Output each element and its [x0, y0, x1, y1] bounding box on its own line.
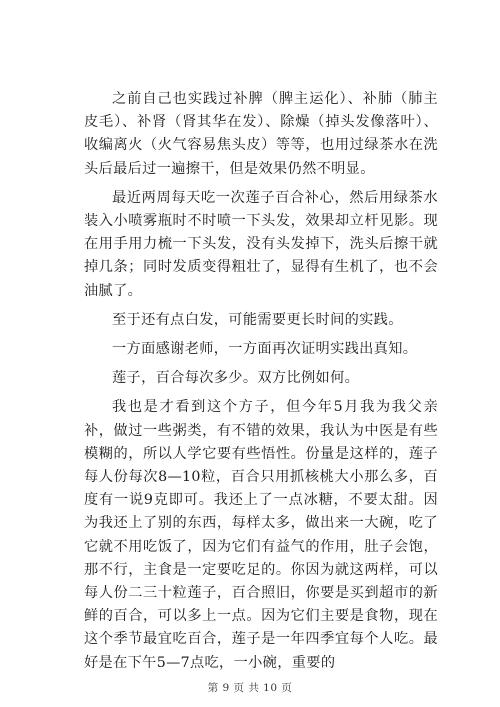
paragraph-1: 之前自己也实践过补脾（脾主运化）、补肺（肺主皮毛）、补肾（肾其华在发）、除燥（掉头发像落叶）、收编离火（火气容易焦头皮）等等，也用过绿茶水在洗头后最后过一遍擦干，但是效果仍然不明显。: [84, 91, 438, 177]
paragraph-5: 莲子，百合每次多少。双方比例如何。: [112, 370, 360, 387]
paragraph-2: 最近两周每天吃一次莲子百合补心，然后用绿茶水装入小喷雾瓶时不时喷一下头发，效果却立杆见影。现在用手用力梳一下头发，没有头发掉下，洗头后擦干就掉几条；同时发质变得粗壮了，显得有生机了，也不会油腻了。: [84, 189, 438, 299]
paragraph-4: 一方面感谢老师，一方面再次证明实践出真知。: [112, 341, 418, 358]
paragraph-6: 我也是才看到这个方子，但今年5月我为我父亲补，做过一些粥类，有不错的效果，我认为中医是有些模糊的，所以人学它要有些悟性。份量是这样的，莲子每人份每次8—10粒，百合只用抓核桃大小那么多，百度有一说9克即可。我还上了一点冰糖，不要太甜。因为我还上了别的东西，每样太多，做出来一大碗，吃了它就不用吃饭了，因为它们有益气的作用，肚子会饱，那不行，主食是一定要吃足的。你因为就这两样，可以每人份二三十粒莲子，百合照旧，你要是买到超市的新鲜的百合，可以多上一点。因为它们主要是食物，现在这个季节最宜吃百合，莲子是一年四季宜每个人吃。最好是在下午5—7点吃，一小碗，重要的: [84, 399, 438, 671]
document-body: [84, 88, 438, 675]
paragraph-3: 至于还有点白发，可能需要更长时间的实践。: [112, 311, 403, 328]
page-number-footer: 第 9 页 共 10 页: [207, 682, 293, 694]
